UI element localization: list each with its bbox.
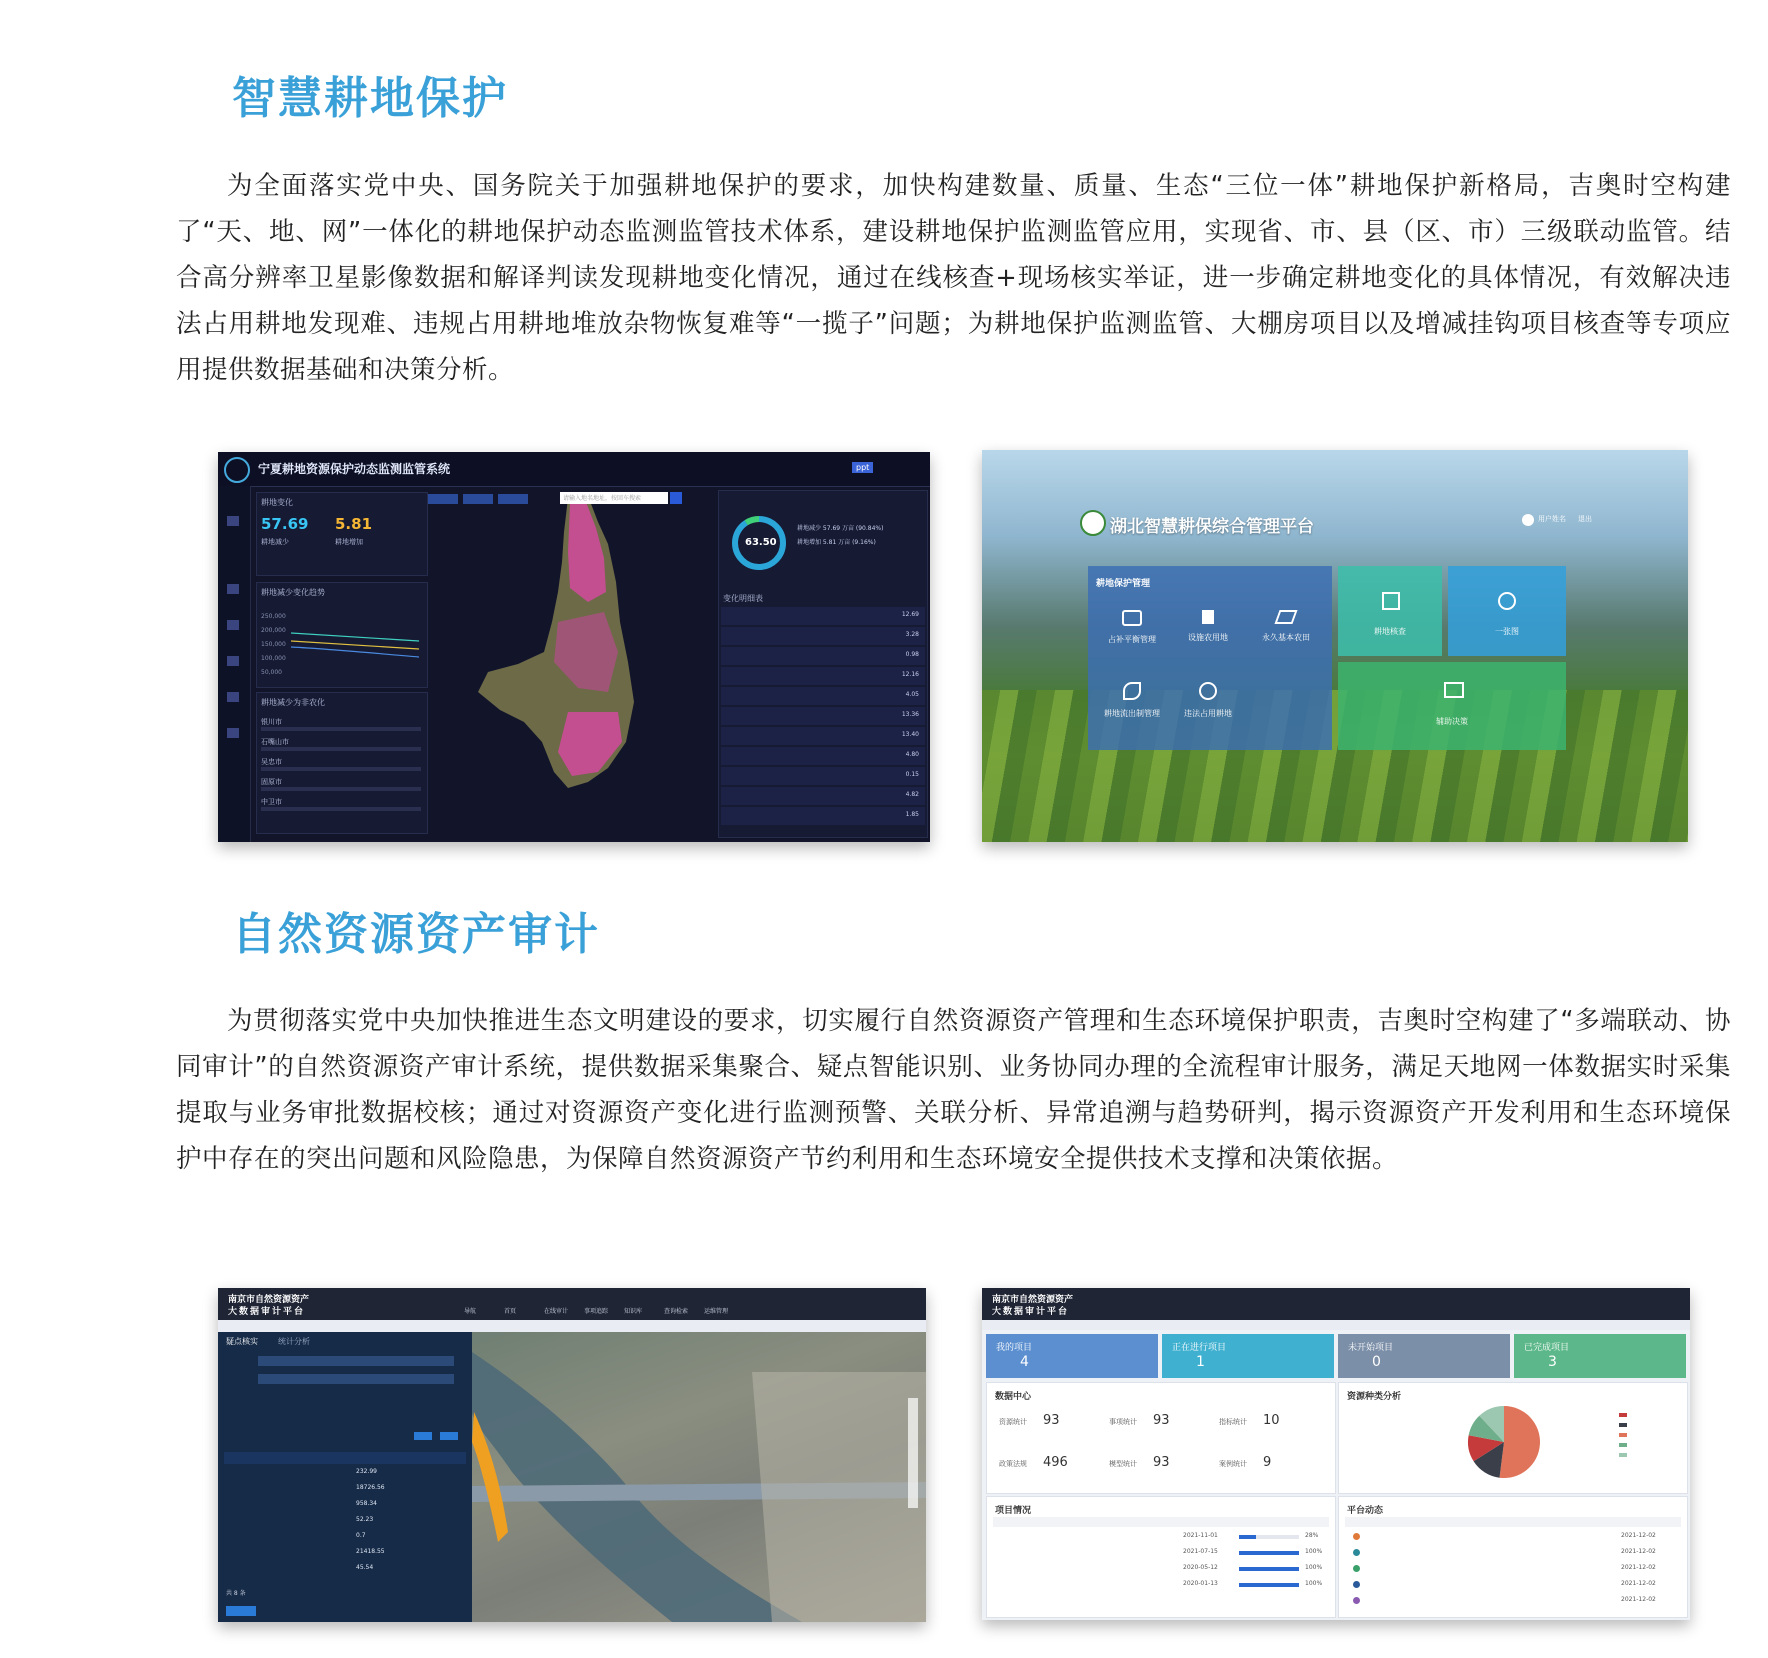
sidebar (218, 486, 251, 842)
table-row[interactable] (721, 667, 925, 685)
stat-value: 93 (1043, 1413, 1060, 1428)
panel-title: 耕地减少变化趋势 (261, 588, 325, 597)
pager-total: 共 8 条 (226, 1590, 246, 1597)
export-button[interactable] (226, 1606, 256, 1616)
kpi-value: 1 (1196, 1354, 1205, 1370)
user-avatar-icon[interactable] (1522, 514, 1534, 526)
kpi-label: 正在进行项目 (1172, 1343, 1227, 1353)
map-search-input[interactable] (560, 492, 668, 504)
list-item[interactable] (1345, 1595, 1681, 1607)
table-cell: 4.80 (905, 751, 919, 758)
legend-swatch (1619, 1443, 1627, 1447)
kpi-card-done[interactable] (1514, 1334, 1686, 1378)
table-cell: 13.40 (901, 731, 919, 738)
city-label: 吴忠市 (261, 758, 282, 766)
table-row[interactable] (224, 1482, 466, 1496)
nav-item[interactable]: 在线审计 (544, 1308, 569, 1315)
y-tick: 50,000 (261, 669, 282, 676)
tile-check[interactable] (1338, 566, 1442, 656)
list-item[interactable] (1345, 1547, 1681, 1559)
layers-icon[interactable] (227, 656, 239, 666)
ring-value: 63.50 (745, 537, 777, 548)
nav-item[interactable]: 运维管理 (704, 1308, 729, 1315)
news-date: 2021-12-02 (1621, 1532, 1656, 1539)
news-date: 2021-12-02 (1621, 1580, 1656, 1587)
table-row[interactable] (721, 647, 925, 665)
city-bar (261, 747, 421, 751)
stack-icon[interactable] (227, 692, 239, 702)
globe-icon[interactable] (227, 728, 239, 738)
list-item[interactable] (1345, 1531, 1681, 1543)
stat-label: 资源统计 (999, 1418, 1027, 1426)
pie-slice (1499, 1406, 1540, 1478)
table-row[interactable] (721, 787, 925, 805)
platform-news-card (1338, 1496, 1688, 1618)
table-cell: 45.54 (356, 1564, 374, 1571)
screen-icon (1444, 682, 1464, 698)
status-dot-icon (1353, 1533, 1360, 1540)
table-cell: 18726.56 (356, 1484, 385, 1491)
status-dot-icon (1353, 1549, 1360, 1556)
resource-analysis-card (1338, 1382, 1688, 1494)
app-title-line2: 大数据审计平台 (228, 1307, 306, 1317)
app-header (982, 1288, 1690, 1320)
panel-right (718, 490, 928, 838)
table-header (993, 1517, 1329, 1527)
kpi-value: 3 (1548, 1354, 1557, 1370)
section-paragraph-farmland: 为全面落实党中央、国务院关于加强耕地保护的要求，加快构建数量、质量、生态“三位一体”耕地保护新格局，吉奥时空构建了“天、地、网”一体化的耕地保护动态监测监管技术体系，建设耕地保护监测监管应用，实现省、市、县（区、市）三级联动监管。结合高分辨率卫星影像数据和解译判读发现耕地变化情况，通过在线核查+现场核实举证，进一步确定耕地变化的具体情况，有效解决违法占用耕地发现难、违规占用耕地堆放杂物恢复难等“一揽子”问题；为耕地保护监测监管、大棚房项目以及增减挂钩项目核查等专项应用提供数据基础和决策分析。 (176, 171, 1731, 385)
legend-swatch (1619, 1413, 1627, 1417)
pie-legend (1619, 1413, 1679, 1473)
audit-panel (218, 1332, 472, 1622)
legend-swatch (1619, 1423, 1627, 1427)
table-cell: 0.7 (356, 1532, 366, 1539)
table-row[interactable] (993, 1579, 1329, 1591)
ppt-badge[interactable]: ppt (852, 462, 873, 473)
tile-label: 辅助决策 (1436, 717, 1468, 726)
table-title: 变化明细表 (723, 594, 763, 603)
nav-item[interactable]: 知识库 (624, 1308, 643, 1315)
table-cell: 958.34 (356, 1500, 377, 1507)
stat-label: 模型统计 (1109, 1460, 1137, 1468)
section-title-audit: 自然资源资产审计 (232, 909, 600, 960)
play-icon[interactable] (227, 620, 239, 630)
city-label: 固原市 (261, 778, 282, 786)
table-row[interactable] (721, 747, 925, 765)
group-title: 耕地保护管理 (1096, 579, 1151, 589)
user-name[interactable]: 用户姓名 (1538, 515, 1566, 523)
table-row[interactable] (721, 707, 925, 725)
table-cell: 2021-11-01 (1183, 1532, 1218, 1539)
category-select[interactable] (258, 1374, 454, 1384)
change-table (721, 607, 925, 833)
table-row[interactable] (993, 1531, 1329, 1543)
kpi-label: 已完成项目 (1524, 1343, 1570, 1353)
tile-label: 永久基本农田 (1262, 633, 1310, 642)
panel-trend (256, 582, 428, 688)
legend-decrease: 耕地减少 57.69 万亩 (90.84%) (797, 525, 884, 532)
tile-label: 设施农用地 (1188, 633, 1228, 642)
status-dot-icon (1353, 1581, 1360, 1588)
y-tick: 150,000 (261, 641, 286, 648)
table-row[interactable] (224, 1466, 466, 1480)
search-icon[interactable] (670, 492, 682, 504)
tile-balance[interactable] (1102, 610, 1162, 645)
table-header (224, 1452, 466, 1464)
stat-label: 指标统计 (1219, 1418, 1247, 1426)
building-icon (1202, 610, 1214, 624)
stat-value: 93 (1153, 1413, 1170, 1428)
monitor-icon[interactable] (227, 584, 239, 594)
trend-lines (291, 613, 421, 679)
table-cell: 2021-07-15 (1183, 1548, 1218, 1555)
card-title: 数据中心 (995, 1392, 1032, 1402)
document-search-icon (1382, 592, 1400, 610)
table-row[interactable] (224, 1546, 466, 1560)
app-title-line1: 南京市自然资源资产 (992, 1295, 1074, 1305)
tile-permanent[interactable] (1256, 610, 1316, 643)
project-select[interactable] (258, 1356, 454, 1366)
city-label: 银川市 (261, 718, 282, 726)
panel-title: 耕地减少为非农化 (261, 698, 325, 707)
screenshot-ningxia-dashboard (218, 452, 930, 842)
tile-facility[interactable] (1178, 610, 1238, 643)
nav-item[interactable]: 查询检索 (664, 1308, 689, 1315)
city-bar (261, 787, 421, 791)
progress-pct: 100% (1305, 1580, 1323, 1587)
tile-label: 违法占用耕地 (1184, 709, 1232, 718)
table-cell: 0.98 (905, 651, 919, 658)
table-row[interactable] (721, 687, 925, 705)
map-toolbar[interactable] (908, 1398, 918, 1508)
data-center-card (986, 1382, 1336, 1494)
progress-pct: 100% (1305, 1564, 1323, 1571)
river-overlay (472, 1332, 926, 1622)
query-button[interactable] (414, 1432, 432, 1440)
stat-label: 案例统计 (1219, 1460, 1247, 1468)
y-tick: 100,000 (261, 655, 286, 662)
table-cell: 2020-01-13 (1183, 1580, 1218, 1587)
table-row[interactable] (721, 807, 925, 825)
table-cell: 52.23 (356, 1516, 374, 1523)
screenshot-audit-dashboard (982, 1288, 1690, 1620)
nav-item[interactable]: 事项追踪 (584, 1308, 609, 1315)
search-icon (1199, 682, 1217, 700)
section-title-farmland: 智慧耕地保护 (232, 73, 508, 124)
legend-increase: 耕地增加 5.81 万亩 (9.16%) (797, 539, 876, 546)
city-label: 石嘴山市 (261, 738, 289, 746)
tab-statistics[interactable]: 统计分析 (278, 1337, 310, 1346)
table-cell: 232.99 (356, 1468, 377, 1475)
table-cell: 4.82 (905, 791, 919, 798)
app-title: 宁夏耕地资源保护动态监测监管系统 (258, 462, 451, 476)
nav-item[interactable]: 导航 (464, 1308, 477, 1315)
tile-map[interactable] (1448, 566, 1566, 656)
progress-pct: 100% (1305, 1548, 1323, 1555)
table-row[interactable] (224, 1498, 466, 1512)
progress-pct: 28% (1305, 1532, 1319, 1539)
tab-bar (218, 1320, 926, 1332)
tab-verify[interactable]: 疑点核实 (226, 1337, 258, 1346)
table-row[interactable] (993, 1547, 1329, 1559)
news-date: 2021-12-02 (1621, 1596, 1656, 1603)
tab-bar (982, 1320, 1690, 1330)
table-cell: 13.36 (901, 711, 919, 718)
table-row[interactable] (721, 727, 925, 745)
legend-swatch (1619, 1453, 1627, 1457)
label-decrease: 耕地减少 (261, 538, 289, 546)
y-tick: 250,000 (261, 613, 286, 620)
table-cell: 12.69 (901, 611, 919, 618)
nav-item[interactable]: 首页 (504, 1308, 517, 1315)
table-cell: 3.28 (905, 631, 919, 638)
pie-chart (1459, 1397, 1549, 1487)
table-row[interactable] (721, 607, 925, 625)
news-date: 2021-12-02 (1621, 1548, 1656, 1555)
stat-value: 93 (1153, 1455, 1170, 1470)
y-tick: 200,000 (261, 627, 286, 634)
card-title: 资源种类分析 (1347, 1392, 1402, 1402)
table-cell: 12.16 (901, 671, 919, 678)
app-title: 湖北智慧耕保综合管理平台 (1110, 517, 1314, 537)
city-label: 中卫市 (261, 798, 282, 806)
tile-label: 一张图 (1495, 627, 1519, 636)
list-item[interactable] (1345, 1563, 1681, 1575)
city-bar (261, 767, 421, 771)
kpi-value: 4 (1020, 1354, 1029, 1370)
filter-dropdown[interactable] (428, 494, 458, 504)
tile-label: 耕地核查 (1374, 627, 1406, 636)
stat-label: 政策法规 (999, 1460, 1027, 1468)
project-info-card (986, 1496, 1336, 1618)
stat-value: 9 (1263, 1455, 1272, 1470)
globe-icon (1498, 592, 1516, 610)
kpi-card-ongoing[interactable] (1162, 1334, 1334, 1378)
logo-icon (1080, 510, 1106, 536)
table-cell: 21418.55 (356, 1548, 385, 1555)
city-bar (261, 807, 421, 811)
result-table (224, 1452, 466, 1580)
section-paragraph-audit: 为贯彻落实党中央加快推进生态文明建设的要求，切实履行自然资源资产管理和生态环境保护职责，吉奥时空构建了“多端联动、协同审计”的自然资源资产审计系统，提供数据采集聚合、疑点智能识别、业务协同办理的全流程审计服务，满足天地网一体数据实时采集提取与业务审批数据校核；通过对资源资产变化进行监测预警、关联分析、异常追溯与趋势研判，揭示资源资产开发利用和生态环境保护中存在的突出问题和风险隐患，为保障自然资源资产节约利用和生态环境安全提供技术支撑和决策依据。 (176, 1006, 1731, 1174)
table-cell: 0.15 (905, 771, 919, 778)
table-cell: 4.05 (905, 691, 919, 698)
value-increase: 5.81 (335, 515, 373, 533)
tile-illegal[interactable] (1178, 682, 1238, 719)
panel-nonagri (256, 692, 428, 834)
kpi-label: 未开始项目 (1348, 1343, 1394, 1353)
logout-link[interactable]: 退出 (1578, 515, 1592, 523)
screenshot-hubei-platform (982, 450, 1688, 842)
status-dot-icon (1353, 1597, 1360, 1604)
search-placeholder: 请输入地名地址，按回车搜索 (563, 495, 642, 502)
app-title-line2: 大数据审计平台 (992, 1307, 1070, 1317)
farmland-management-group (1088, 566, 1332, 750)
kpi-card-mine[interactable] (986, 1334, 1158, 1378)
stat-label: 事项统计 (1109, 1418, 1137, 1426)
ningxia-map (458, 492, 698, 802)
kpi-value: 0 (1372, 1354, 1381, 1370)
reset-button[interactable] (440, 1432, 458, 1440)
tile-decision[interactable] (1338, 662, 1566, 750)
news-date: 2021-12-02 (1621, 1564, 1656, 1571)
panel-farmland-change (256, 492, 428, 576)
tile-label: 占补平衡管理 (1108, 635, 1156, 644)
tile-label: 耕地流出制管理 (1104, 709, 1160, 718)
tile-outflow[interactable] (1102, 682, 1162, 719)
app-title-line1: 南京市自然资源资产 (228, 1295, 310, 1305)
app-header (218, 1288, 926, 1320)
table-row[interactable] (993, 1563, 1329, 1575)
app-header (218, 452, 930, 487)
nav-icon[interactable] (227, 516, 239, 526)
status-dot-icon (1353, 1565, 1360, 1572)
table-cell: 1.85 (905, 811, 919, 818)
stat-value: 496 (1043, 1455, 1068, 1470)
city-bar (261, 727, 421, 731)
table-row[interactable] (721, 627, 925, 645)
stat-value: 10 (1263, 1413, 1280, 1428)
table-row[interactable] (721, 767, 925, 785)
screenshot-audit-map (218, 1288, 926, 1622)
card-title: 平台动态 (1347, 1506, 1384, 1516)
kpi-label: 我的项目 (996, 1343, 1033, 1353)
card-title: 项目情况 (995, 1506, 1032, 1516)
table-row[interactable] (224, 1514, 466, 1528)
label-increase: 耕地增加 (335, 538, 363, 546)
car-icon (1122, 610, 1142, 626)
panel-title: 耕地变化 (261, 498, 293, 507)
legend-swatch (1619, 1433, 1627, 1437)
value-decrease: 57.69 (261, 515, 309, 533)
sprout-icon (1123, 682, 1141, 700)
kpi-card-notstarted[interactable] (1338, 1334, 1510, 1378)
table-row[interactable] (224, 1530, 466, 1544)
table-header (1345, 1517, 1681, 1527)
list-item[interactable] (1345, 1579, 1681, 1591)
logo-icon (224, 457, 250, 483)
table-row[interactable] (224, 1562, 466, 1576)
field-icon (1274, 610, 1297, 624)
table-cell: 2020-05-12 (1183, 1564, 1218, 1571)
